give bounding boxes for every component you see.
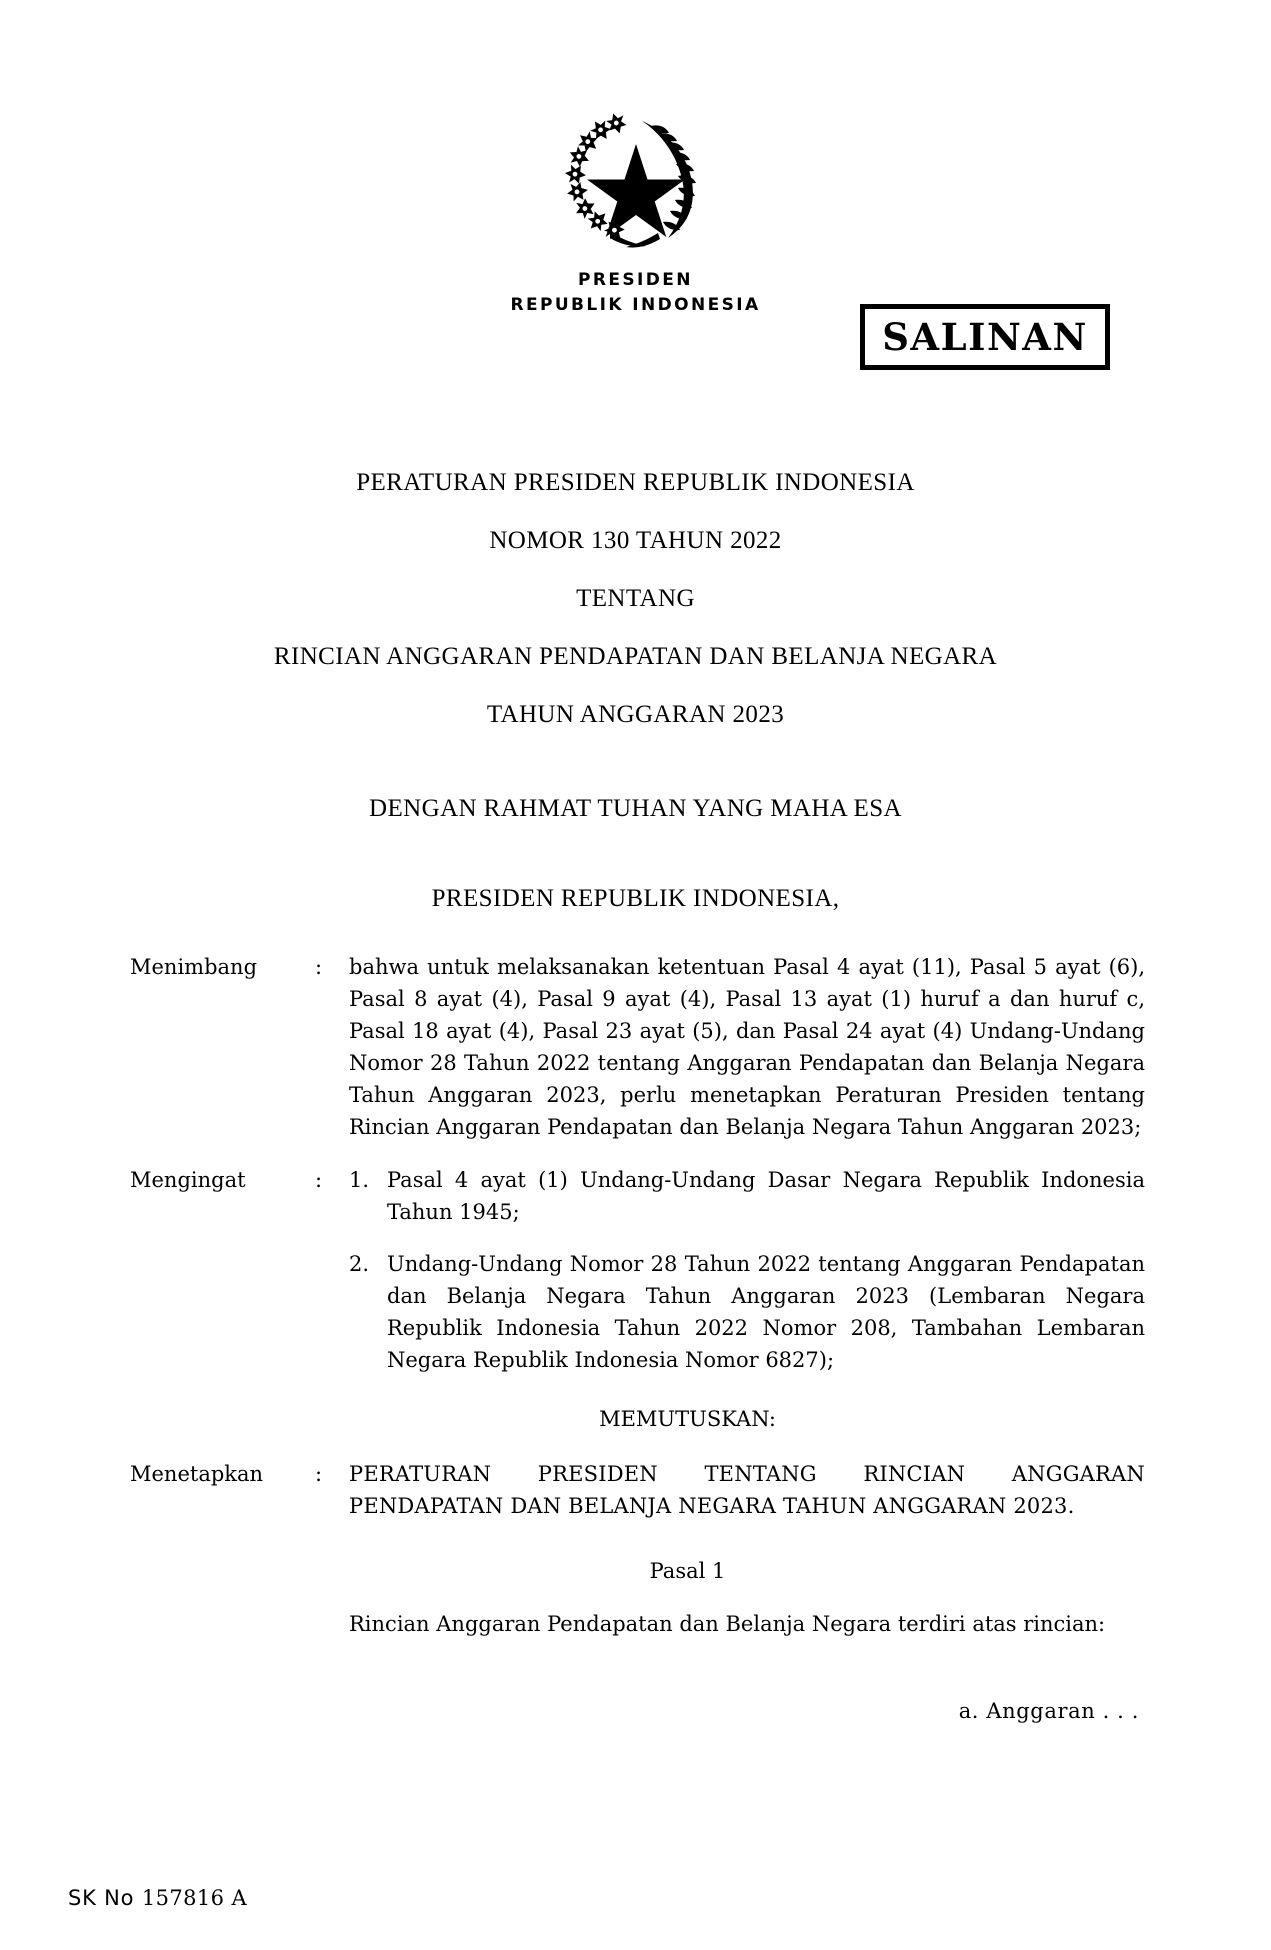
article-text: Rincian Anggaran Pendapatan dan Belanja Negara terdiri atas rincian: xyxy=(349,1611,1106,1636)
footer-number: 157816 A xyxy=(141,1886,248,1910)
stipulating-text: PERATURAN PRESIDEN TENTANG RINCIAN ANGGARAN PENDAPATAN DAN BELANJA NEGARA TAHUN ANGGARAN 2023. xyxy=(349,1461,1145,1518)
institution-line-republic: REPUBLIK INDONESIA xyxy=(510,294,761,315)
garuda-star-wreath-icon xyxy=(546,96,726,266)
list-item-text: Undang-Undang Nomor 28 Tahun 2022 tentang Anggaran Pendapatan dan Belanja Negara Tahun Anggaran 2023 (Lembaran Negara Republik Indonesia Tahun 2022 Nomor 208, Tambahan Lembaran Negara Republik Indonesia Nomor 6827); xyxy=(387,1252,1145,1372)
decision-heading: MEMUTUSKAN: xyxy=(599,1406,776,1431)
blessing-line: DENGAN RAHMAT TUHAN YANG MAHA ESA xyxy=(369,795,902,822)
document-body xyxy=(130,952,1145,1723)
considering-text: bahwa untuk melaksanakan ketentuan Pasal 4 ayat (11), Pasal 5 ayat (6), Pasal 8 ayat (4), Pasal 9 ayat (4), Pasal 13 ayat (1) huruf a dan huruf c, Pasal 18 ayat (4), Pasal 23 ayat (5), dan Pasal 24 ayat (4) Undang-Undang Nomor 28 Tahun 2022 tentang Anggaran Pendapatan dan Belanja Negara Tahun Anggaran 2023, perlu menetapkan Peraturan Presiden tentang Rincian Anggaran Pendapatan dan Belanja Negara Tahun Anggaran 2023; xyxy=(349,955,1145,1139)
footer-prefix: SK No xyxy=(68,1886,135,1910)
title-line-regulation: PERATURAN PRESIDEN REPUBLIK INDONESIA xyxy=(356,469,915,496)
regulation-title-block xyxy=(0,470,1271,727)
title-line-fiscal-year: TAHUN ANGGARAN 2023 xyxy=(486,701,785,728)
recalling-label: Mengingat xyxy=(130,1168,246,1193)
recalling-list xyxy=(349,1165,1145,1376)
institution-header xyxy=(0,268,1271,317)
list-item xyxy=(349,1165,1145,1229)
footer-document-code xyxy=(68,1886,247,1910)
article-heading: Pasal 1 xyxy=(649,1558,726,1583)
list-item-marker: 1. xyxy=(349,1168,370,1193)
page-catchword: a. Anggaran . . . xyxy=(958,1698,1139,1723)
title-line-about: TENTANG xyxy=(576,585,695,612)
considering-clause xyxy=(130,952,1145,1143)
emblem-container xyxy=(0,96,1271,266)
recalling-colon: : xyxy=(315,1168,323,1193)
recalling-clause xyxy=(130,1165,1145,1376)
institution-line-president: PRESIDEN xyxy=(578,270,693,290)
salinan-stamp-label: SALINAN xyxy=(882,314,1088,359)
list-item-text: Pasal 4 ayat (1) Undang-Undang Dasar Negara Republik Indonesia Tahun 1945; xyxy=(387,1168,1145,1225)
considering-label: Menimbang xyxy=(130,955,258,979)
list-item-marker: 2. xyxy=(349,1252,370,1277)
title-line-number: NOMOR 130 TAHUN 2022 xyxy=(489,527,782,554)
list-item xyxy=(349,1249,1145,1377)
title-line-subject: RINCIAN ANGGARAN PENDAPATAN DAN BELANJA NEGARA xyxy=(273,643,998,670)
signatory-line: PRESIDEN REPUBLIK INDONESIA, xyxy=(431,885,840,912)
stipulating-colon: : xyxy=(315,1461,323,1486)
considering-colon: : xyxy=(315,955,323,979)
stipulating-clause xyxy=(130,1459,1145,1523)
stipulating-label: Menetapkan xyxy=(130,1461,264,1486)
